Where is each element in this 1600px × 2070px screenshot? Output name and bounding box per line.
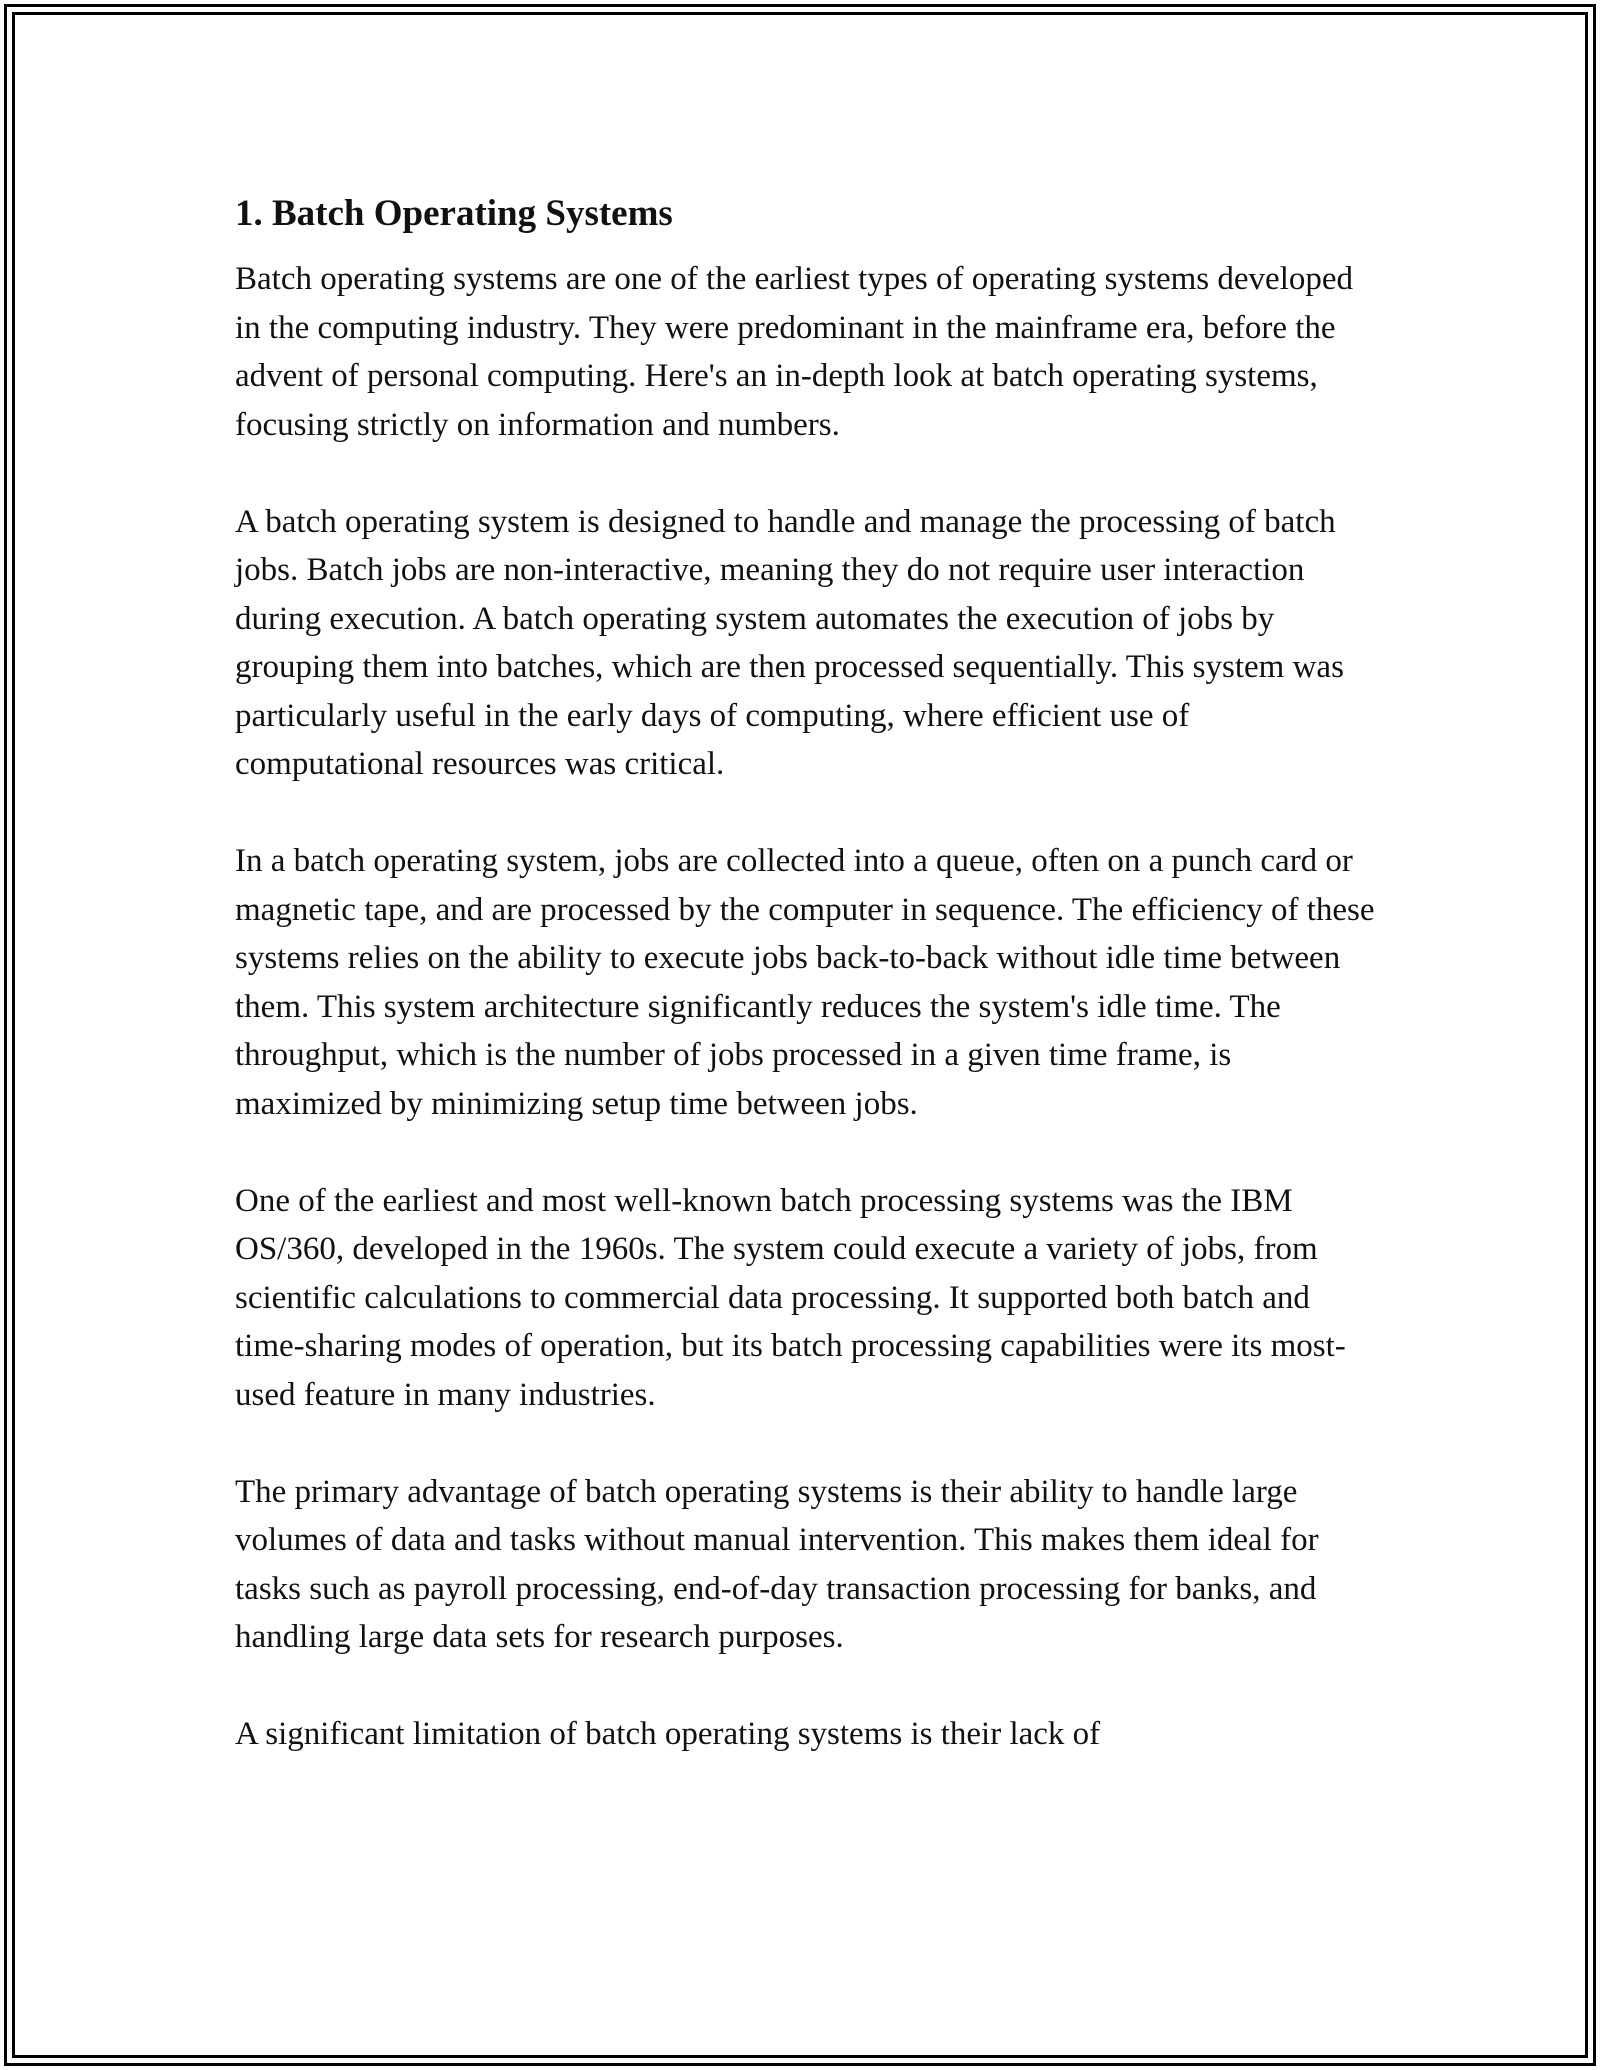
paragraph-definition: A batch operating system is designed to handle and manage the processing of batch jobs. Batch jobs are non-interactive, meaning they do not require user interaction during execution. A batch operating system automates the execution of jobs by grouping them into batches, which are then processed sequentially. This system was particularly useful in the early days of computing, where efficient use of computational resources was critical. <box>235 503 1344 782</box>
paragraph-intro: Batch operating systems are one of the earliest types of operating systems developed in the computing industry. They were predominant in the mainframe era, before the advent of personal computing. Here's an in-depth look at batch operating systems, focusing strictly on information and numbers. <box>235 261 1354 443</box>
paragraph-limitations: A significant limitation of batch operating systems is their lack of <box>235 1716 1101 1752</box>
paragraph-advantages: The primary advantage of batch operating systems is their ability to handle large volumes of data and tasks without manual intervention. This makes them ideal for tasks such as payroll processing, end-of-day transaction processing for banks, and handling large data sets for research purposes. <box>235 1473 1319 1655</box>
document-body <box>235 185 1375 1807</box>
section-heading: 1. Batch Operating Systems <box>235 193 673 234</box>
paragraph-ibm-os360: One of the earliest and most well-known batch processing systems was the IBM OS/360, developed in the 1960s. The system could execute a variety of jobs, from scientific calculations to commercial data processing. It supported both batch and time-sharing modes of operation, but its batch processing capabilities were its most-used feature in many industries. <box>235 1182 1346 1413</box>
paragraph-queue-processing: In a batch operating system, jobs are collected into a queue, often on a punch card or magnetic tape, and are processed by the computer in sequence. The efficiency of these systems relies on the ability to execute jobs back-to-back without idle time between them. This system architecture significantly reduces the system's idle time. The throughput, which is the number of jobs processed in a given time frame, is maximized by minimizing setup time between jobs. <box>235 843 1375 1122</box>
